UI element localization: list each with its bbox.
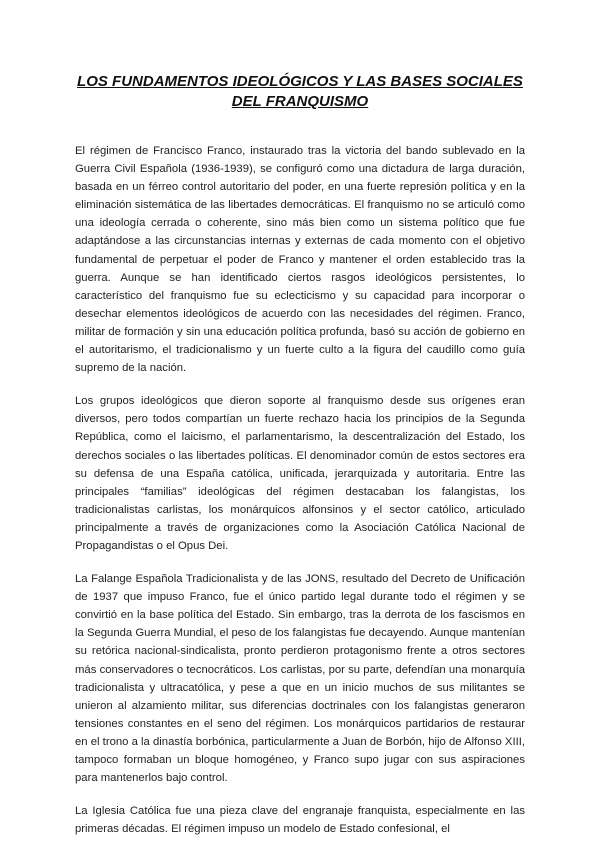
paragraph-catholic-church: La Iglesia Católica fue una pieza clave del engranaje franquista, especialmente en las primeras décadas. El régimen impuso un modelo de Estado confesional, el bbox=[75, 805, 525, 836]
document-title: LOS FUNDAMENTOS IDEOLÓGICOS Y LAS BASES SOCIALES DEL FRANQUISMO bbox=[77, 73, 523, 110]
paragraph-ideological-groups: Los grupos ideológicos que dieron soporte al franquismo desde sus orígenes eran diversos, pero todos compartían un fuerte rechazo hacia los principios de la Segunda República, como el laicismo, el parlamentarismo, la descentralización del Estado, los derechos sociales o las libertades políticas. El denominador común de estos sectores era su defensa de una España católica, unificada, jerarquizada y autoritaria. Entre las principales “familias” ideológicas del régimen destacaban los falangistas, los tradicionalistas carlistas, los monárquicos alfonsinos y el sector católico, articulado principalmente a través de organizaciones como la Asociación Católica Nacional de Propagandistas o el Opus Dei. bbox=[75, 395, 525, 552]
paragraph-falange-carlists: La Falange Española Tradicionalista y de las JONS, resultado del Decreto de Unificación de 1937 que impuso Franco, fue el único partido legal durante todo el régimen y se convirtió en la base política del Estado. Sin embargo, tras la derrota de los fascismos en la Segunda Guerra Mundial, el peso de los falangistas fue decayendo. Aunque mantenían su retórica nacional-sindicalista, pronto perdieron protagonismo frente a otros sectores más conservadores o tecnocráticos. Los carlistas, por su parte, defendían una monarquía tradicionalista y ultracatólica, y pese a que en un inicio muchos de sus militantes se unieron al alzamiento militar, sus diferencias doctrinales con los falangistas generaron tensiones constantes en el seno del régimen. Los monárquicos partidarios de restaurar en el trono a la dinastía borbónica, particularmente a Juan de Borbón, hijo de Alfonso XIII, tampoco formaban un bloque homogéneo, y Franco supo jugar con sus aspiraciones para mantenerlos bajo control. bbox=[75, 573, 525, 785]
paragraph-intro: El régimen de Francisco Franco, instaurado tras la victoria del bando sublevado en la Guerra Civil Española (1936-1939), se configuró como una dictadura de larga duración, basada en un férreo control autoritario del poder, en una fuerte represión política y en la eliminación sistemática de las libertades democráticas. El franquismo no se articuló como una ideología cerrada o coherente, sino más bien como un sistema político que fue adaptándose a las circunstancias internas y externas de cada momento con el objetivo fundamental de perpetuar el poder de Franco y mantener el orden establecido tras la guerra. Aunque se han identificado ciertos rasgos ideológicos persistentes, lo característico del franquismo fue su eclecticismo y su capacidad para incorporar o desechar elementos ideológicos de acuerdo con las necesidades del régimen. Franco, militar de formación y sin una educación política profunda, basó su acción de gobierno en el autoritarismo, el tradicionalismo y un fuerte culto a la figura del caudillo como guía supremo de la nación. bbox=[75, 145, 525, 375]
document-body bbox=[75, 142, 525, 848]
